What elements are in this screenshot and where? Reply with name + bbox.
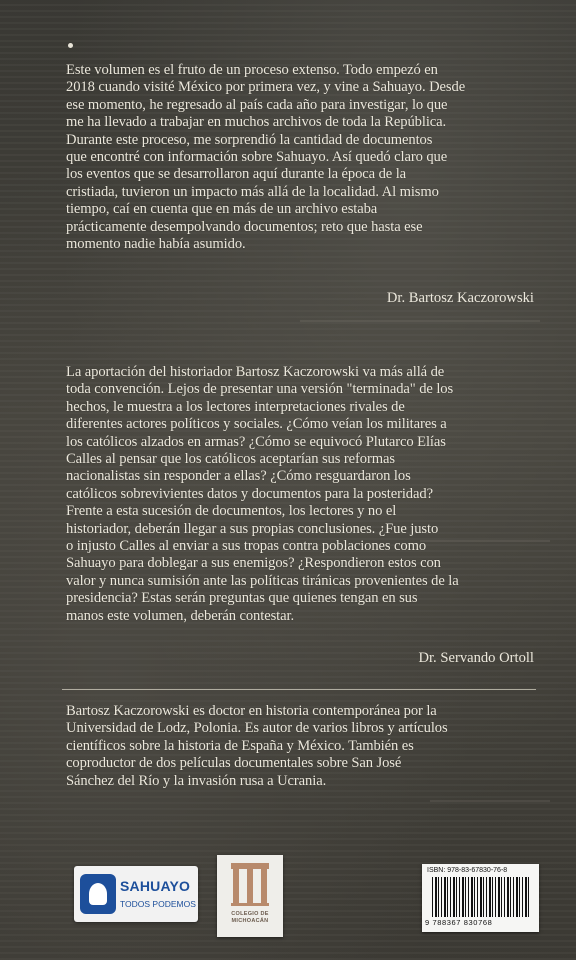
bio-line: Universidad de Lodz, Polonia. Es autor de varios libros y artículos <box>66 720 448 737</box>
commentary-line: historiador, deberán llegar a sus propias conclusiones. ¿Fue justo <box>66 520 439 537</box>
intro-line: prácticamente desempolvando documentos; reto que hasta ese <box>66 218 423 235</box>
intro-signature: Dr. Bartosz Kaczorowski <box>386 290 534 306</box>
bio-line: científicos sobre la historia de España y México. También es <box>66 737 414 754</box>
commentary-line: o injusto Calles al enviar a sus tropas contra poblaciones como <box>66 538 427 555</box>
colegio-logo-caption: COLEGIO DE MICHOACÁN <box>231 911 269 924</box>
commentary-line: Frente a esta sucesión de documentos, los lectores y no el <box>66 503 397 520</box>
intro-line: me ha llevado a trabajar en muchos archivos de toda la República. <box>66 114 447 131</box>
commentary-line: manos este volumen, deberán contestar. <box>66 607 295 624</box>
intro-paragraph <box>66 62 534 253</box>
colegio-column <box>233 869 239 903</box>
sahuayo-logo-tagline: TODOS PODEMOS <box>120 899 196 909</box>
intro-line: los eventos que se desarrollaron aquí durante la época de la <box>66 166 407 183</box>
commentary-line: los católicos alzados en armas? ¿Cómo se equivocó Plutarco Elías <box>66 433 446 450</box>
author-bio <box>66 703 534 790</box>
intro-line: cristiada, tuvieron un impacto más allá de la localidad. Al mismo <box>66 183 439 200</box>
barcode-icon <box>432 877 530 917</box>
sahuayo-logo-name: SAHUAYO <box>120 878 191 894</box>
bullet-dot <box>68 43 73 48</box>
intro-line: momento nadie había asumido. <box>66 236 246 253</box>
commentary-line: Sahuayo para doblegar a sus enemigos? ¿Respondieron estos con <box>66 555 441 572</box>
background-texture-line <box>430 800 550 802</box>
commentary-line: Calles al pensar que los católicos aceptarían sus reformas <box>66 451 395 468</box>
intro-line: tiempo, caí en cuenta que en más de un archivo estaba <box>66 201 378 218</box>
background-texture-line <box>300 320 540 322</box>
commentary-line: valor y nunca sumisión ante las políticas tiránicas provenientes de la <box>66 572 459 589</box>
isbn-label: ISBN: 978-83-67830-76-8 <box>427 867 508 874</box>
commentary-line: hechos, le muestra a los lectores interpretaciones rivales de <box>66 398 405 415</box>
isbn-barcode <box>422 864 539 932</box>
commentary-line: nacionalistas sin responder a ellas? ¿Cómo resguardaron los <box>66 468 411 485</box>
commentary-line: católicos sobrevivientes datos y documentos para la posteridad? <box>66 485 433 502</box>
commentary-line: toda convención. Lejos de presentar una versión "terminada" de los <box>66 381 454 398</box>
colegio-column <box>261 869 267 903</box>
intro-line: 2018 cuando visité México por primera vez, y vine a Sahuayo. Desde <box>66 79 466 96</box>
intro-line: Este volumen es el fruto de un proceso extenso. Todo empezó en <box>66 62 438 78</box>
barcode-digits: 9 788367 830768 <box>425 918 493 927</box>
bio-line: Bartosz Kaczorowski es doctor en historia contemporánea por la <box>66 703 437 719</box>
sahuayo-logo <box>74 866 198 922</box>
intro-line: ese momento, he regresado al país cada año para investigar, lo que <box>66 96 448 113</box>
commentary-line: presidencia? Estas serán preguntas que quienes tengan en sus <box>66 590 418 607</box>
commentary-line: La aportación del historiador Bartosz Kaczorowski va más allá de <box>66 364 445 380</box>
colegio-base <box>231 903 269 906</box>
bio-line: Sánchez del Río y la invasión rusa a Ucrania. <box>66 772 327 789</box>
colegio-column <box>247 869 253 903</box>
intro-line: que encontré con información sobre Sahuayo. Así quedó claro que <box>66 149 448 166</box>
commentary-paragraph <box>66 364 534 625</box>
section-divider <box>62 689 536 690</box>
commentary-line: diferentes actores políticos y sociales. ¿Cómo veían los militares a <box>66 416 447 433</box>
intro-line: Durante este proceso, me sorprendió la cantidad de documentos <box>66 131 433 148</box>
sahuayo-emblem-icon <box>80 874 116 914</box>
commentary-signature: Dr. Servando Ortoll <box>418 650 534 666</box>
colegio-logo <box>217 855 283 937</box>
bio-line: coproductor de dos películas documentales sobre San José <box>66 755 402 772</box>
